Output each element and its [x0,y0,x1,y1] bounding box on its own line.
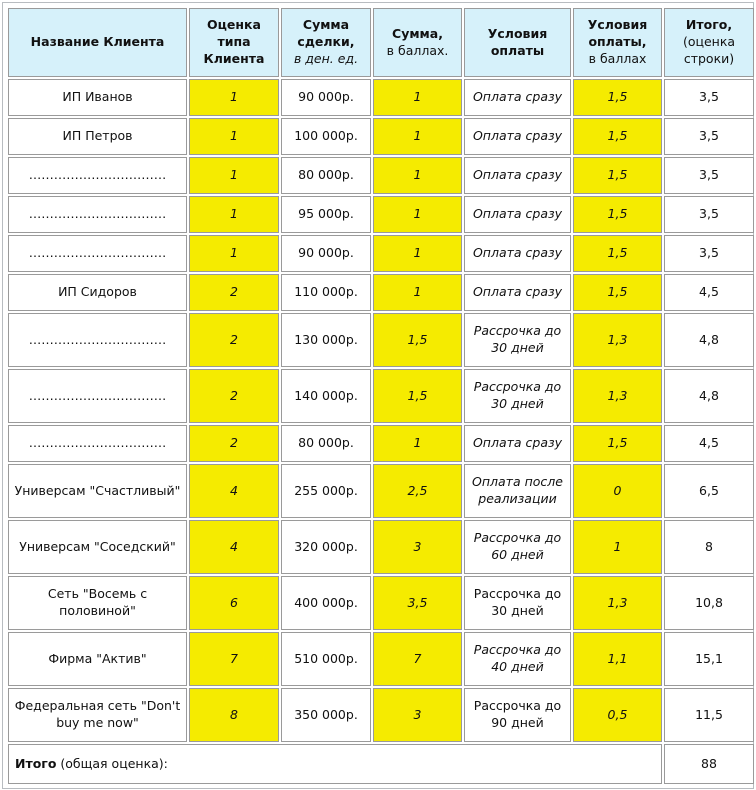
cell-sum-points: 2,5 [373,464,462,518]
cell-type-score: 1 [189,157,279,194]
cell-terms: Оплата сразу [464,274,571,311]
table-row [8,235,754,272]
cell-terms-points: 1,1 [573,632,662,686]
cell-sum-points: 1 [373,157,462,194]
cell-sum-points: 1 [373,235,462,272]
cell-terms: Рассрочка до 30 дней [464,576,571,630]
cell-sum: 80 000р. [281,157,371,194]
cell-total: 8 [664,520,754,574]
cell-terms: Рассрочка до 60 дней [464,520,571,574]
cell-type-score: 2 [189,274,279,311]
cell-total: 6,5 [664,464,754,518]
cell-sum-points: 3,5 [373,576,462,630]
cell-sum-points: 1 [373,274,462,311]
cell-sum-points: 1,5 [373,313,462,367]
cell-sum-points: 7 [373,632,462,686]
cell-type-score: 2 [189,425,279,462]
cell-sum: 80 000р. [281,425,371,462]
cell-terms-points: 1,5 [573,157,662,194]
cell-terms: Оплата сразу [464,196,571,233]
cell-total: 3,5 [664,157,754,194]
cell-sum: 95 000р. [281,196,371,233]
cell-terms: Рассрочка до 30 дней [464,313,571,367]
cell-total: 11,5 [664,688,754,742]
col-header-sum: Сумма сделки, в ден. ед. [281,8,371,77]
cell-terms-points: 1,5 [573,274,662,311]
cell-terms: Оплата сразу [464,235,571,272]
cell-type-score: 4 [189,464,279,518]
cell-name: …………………………… [8,196,187,233]
cell-terms: Оплата после реализации [464,464,571,518]
cell-sum-points: 1 [373,196,462,233]
cell-sum: 110 000р. [281,274,371,311]
cell-sum-points: 1 [373,425,462,462]
cell-terms-points: 1,5 [573,235,662,272]
table-row [8,520,754,574]
cell-name: Универсам "Счастливый" [8,464,187,518]
table-row [8,632,754,686]
cell-type-score: 2 [189,369,279,423]
table-row [8,274,754,311]
cell-terms: Рассрочка до 40 дней [464,632,571,686]
cell-type-score: 1 [189,79,279,116]
table-row [8,196,754,233]
cell-sum-points: 1 [373,118,462,155]
cell-type-score: 4 [189,520,279,574]
page-frame [2,2,754,789]
col-header-terms: Условия оплаты [464,8,571,77]
cell-terms-points: 0 [573,464,662,518]
cell-total: 3,5 [664,118,754,155]
cell-total: 15,1 [664,632,754,686]
cell-terms-points: 1,3 [573,576,662,630]
cell-name: ИП Петров [8,118,187,155]
cell-name: Универсам "Соседский" [8,520,187,574]
cell-name: …………………………… [8,157,187,194]
cell-terms: Оплата сразу [464,425,571,462]
cell-type-score: 2 [189,313,279,367]
table-row [8,157,754,194]
cell-name: …………………………… [8,313,187,367]
cell-sum: 400 000р. [281,576,371,630]
total-label-bold: Итого [15,755,57,771]
cell-sum: 510 000р. [281,632,371,686]
cell-sum-points: 1,5 [373,369,462,423]
col-header-total: Итого, (оценка строки) [664,8,754,77]
cell-total: 3,5 [664,79,754,116]
col-header-type-score: Оценка типа Клиента [189,8,279,77]
cell-terms-points: 1,5 [573,196,662,233]
cell-sum: 350 000р. [281,688,371,742]
cell-total: 4,5 [664,274,754,311]
cell-name: …………………………… [8,235,187,272]
scoring-table [6,6,756,786]
cell-total: 4,8 [664,313,754,367]
cell-type-score: 1 [189,118,279,155]
cell-sum-points: 3 [373,688,462,742]
cell-sum: 90 000р. [281,235,371,272]
cell-total: 4,5 [664,425,754,462]
cell-terms: Оплата сразу [464,157,571,194]
table-row [8,688,754,742]
cell-terms-points: 1,5 [573,425,662,462]
cell-terms: Рассрочка до 30 дней [464,369,571,423]
table-row [8,425,754,462]
table-row [8,369,754,423]
cell-total: 3,5 [664,235,754,272]
cell-terms: Оплата сразу [464,118,571,155]
cell-sum: 255 000р. [281,464,371,518]
cell-type-score: 7 [189,632,279,686]
col-header-terms-points: Условия оплаты, в баллах [573,8,662,77]
cell-total: 10,8 [664,576,754,630]
cell-type-score: 1 [189,196,279,233]
cell-sum-points: 1 [373,79,462,116]
cell-type-score: 1 [189,235,279,272]
col-header-name: Название Клиента [8,8,187,77]
cell-name: Сеть "Восемь с половиной" [8,576,187,630]
grand-total-value: 88 [664,744,754,784]
cell-terms-points: 1,5 [573,79,662,116]
table-row [8,576,754,630]
cell-terms-points: 1 [573,520,662,574]
cell-name: Федеральная сеть "Don't buy me now" [8,688,187,742]
cell-total: 4,8 [664,369,754,423]
table-row [8,79,754,116]
cell-name: Фирма "Актив" [8,632,187,686]
total-row [8,744,754,784]
cell-terms: Оплата сразу [464,79,571,116]
cell-sum: 90 000р. [281,79,371,116]
cell-sum: 140 000р. [281,369,371,423]
cell-terms-points: 1,5 [573,118,662,155]
cell-total: 3,5 [664,196,754,233]
col-header-sum-points: Сумма, в баллах. [373,8,462,77]
cell-type-score: 6 [189,576,279,630]
cell-name: ИП Иванов [8,79,187,116]
total-label [8,744,662,784]
cell-sum: 130 000р. [281,313,371,367]
header-row [8,8,754,77]
cell-type-score: 8 [189,688,279,742]
cell-terms-points: 1,3 [573,369,662,423]
table-row [8,118,754,155]
table-row [8,464,754,518]
cell-name: …………………………… [8,369,187,423]
cell-name: …………………………… [8,425,187,462]
cell-terms-points: 1,3 [573,313,662,367]
table-row [8,313,754,367]
total-label-rest: (общая оценка): [56,755,168,771]
cell-sum: 100 000р. [281,118,371,155]
cell-terms-points: 0,5 [573,688,662,742]
cell-sum: 320 000р. [281,520,371,574]
cell-name: ИП Сидоров [8,274,187,311]
cell-sum-points: 3 [373,520,462,574]
cell-terms: Рассрочка до 90 дней [464,688,571,742]
